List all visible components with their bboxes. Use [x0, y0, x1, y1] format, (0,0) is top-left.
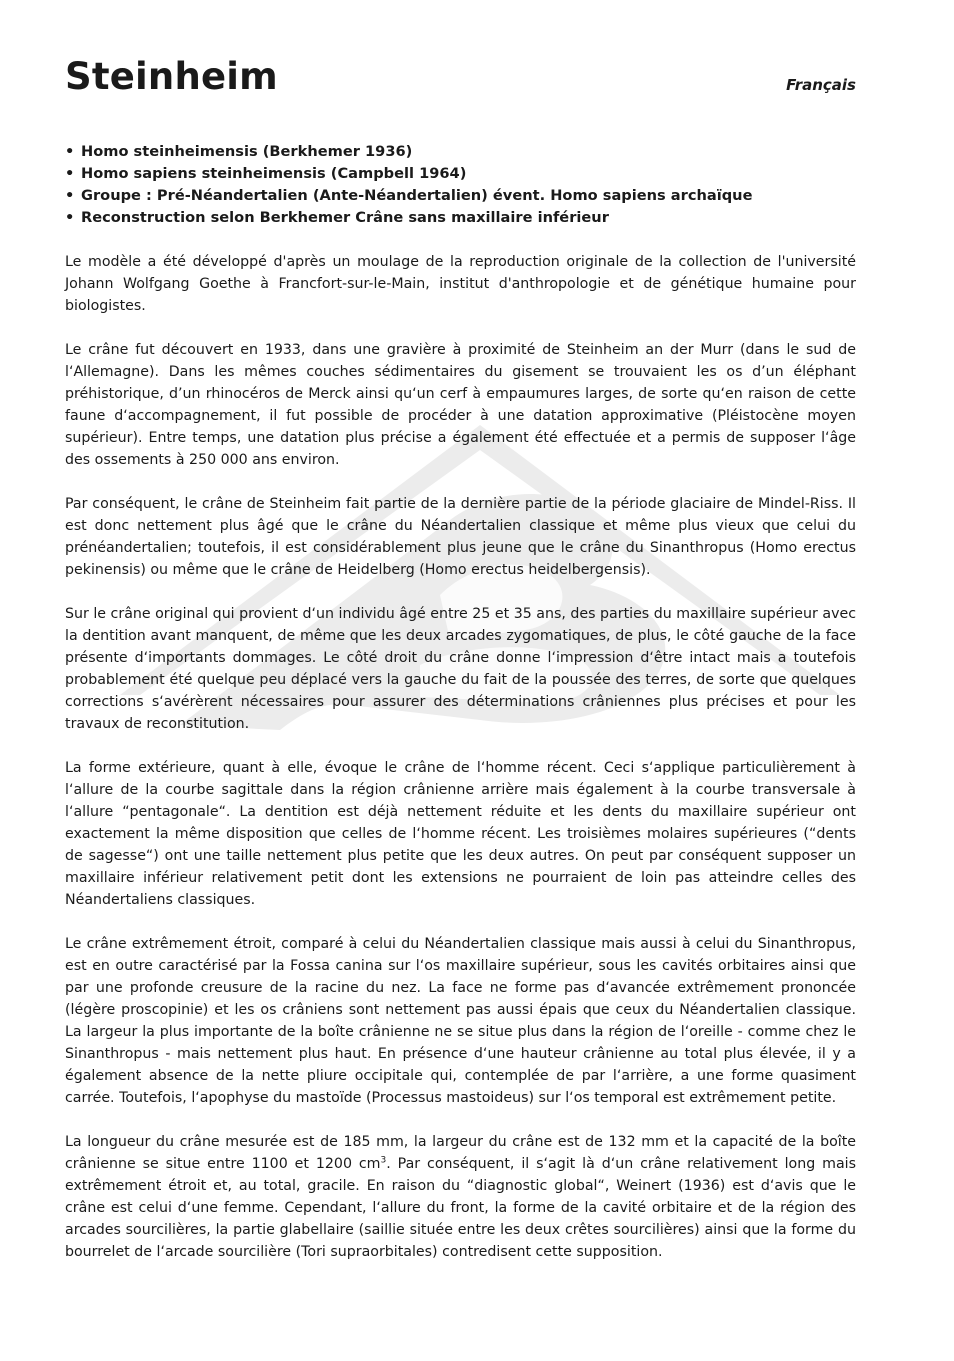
fact-text: Groupe : Pré-Néandertalien (Ante-Néandertalien) évent. Homo sapiens archaïque	[81, 187, 753, 204]
paragraph-provenance: Le modèle a été développé d'après un moulage de la reproduction originale de la collection de l'université Johann Wolfgang Goethe à Francfort-sur-le-Main, institut d'anthropologie et de génétique humaine pour biologistes.	[65, 254, 856, 314]
paragraph-shape: La forme extérieure, quant à elle, évoque le crâne de l‘homme récent. Ceci s‘applique particulièrement à l‘allure de la courbe sagittale dans la région crânienne arrière mais également à la courbe transversale à l‘allure “pentagonale“. La dentition est déjà nettement réduite et les dents du maxillaire supérieur ont exactement la même disposition que celles de l‘homme récent. Les troisièmes molaires supérieures (“dents de sagesse“) ont une taille nettement plus petite que les deux autres. On peut par conséquent supposer un maxillaire inférieur relativement petit dont les extensions ne pourraient de loin pas atteindre celles des Néandertaliens classiques.	[65, 760, 856, 908]
paragraph-features: Le crâne extrêmement étroit, comparé à celui du Néandertalien classique mais aussi à celui du Sinanthropus, est en outre caractérisé par la Fossa canina sur l‘os maxillaire supérieur, sous les cavités orbitaires ainsi que par une profonde creusure de la racine du nez. La face ne forme pas d‘avancée extrêmement prononcée (légère proscopinie) et les os crâniens sont nettement pas aussi épais que ceux du Néandertalien classique. La largeur la plus importante de la boîte crânienne ne se situe plus dans la région de l‘oreille - comme chez le Sinanthropus - mais nettement plus haut. En présence d‘une hauteur crânienne au total plus élevée, il y a également absence de la nette pliure occipitale qui, contemplée de par l‘arrière, a une forme quasiment carrée. Toutefois, l‘apophyse du mastoïde (Processus mastoideus) sur l‘os temporal est extrêmement petite.	[65, 936, 856, 1106]
paragraph-dating: Par conséquent, le crâne de Steinheim fait partie de la dernière partie de la période glaciaire de Mindel-Riss. Il est donc nettement plus âgé que le crâne du Néandertalien classique et même plus vieux que celui du prénéandertalien; toutefois, il est considérablement plus jeune que le crâne du Sinanthropus (Homo erectus pekinensis) ou même que le crâne de Heidelberg (Homo erectus heidelbergensis).	[65, 496, 856, 578]
facts-list	[65, 141, 856, 229]
bullet-icon: •	[65, 165, 75, 182]
paragraph-condition: Sur le crâne original qui provient d‘un individu âgé entre 25 et 35 ans, des parties du maxillaire supérieur avec la dentition avant manquent, de même que les deux arcades zygomatiques, de plus, le côté gauche de la face présente d‘importants dommages. Le côté droit du crâne donne l‘impression d‘être intact mais a toutefois probablement été quelque peu déplacé vers la gauche du fait de la poussée des terres, de sorte que quelques corrections s‘avérèrent nécessaires pour assurer des déterminations crâniennes plus précises et pour les travaux de reconstitution.	[65, 606, 856, 732]
fact-text: Reconstruction selon Berkhemer Crâne sans maxillaire inférieur	[81, 209, 609, 226]
paragraph-discovery: Le crâne fut découvert en 1933, dans une gravière à proximité de Steinheim an der Murr (dans le sud de l‘Allemagne). Dans les mêmes couches sédimentaires du gisement se trouvaient les os d’un éléphant préhistorique, d’un rhinocéros de Merck ainsi qu‘un cerf à empaumures larges, de sorte qu‘en raison de cette faune d‘accompagnement, il fut possible de procéder à une datation approximative (Pléistocène moyen supérieur). Entre temps, une datation plus précise a également été effectuée et a permis de supposer l‘âge des ossements à 250 000 ans environ.	[65, 342, 856, 468]
fact-text: Homo sapiens steinheimensis (Campbell 1964)	[81, 165, 467, 182]
measurements-text-continued: . Par conséquent, il s‘agit là d‘un crâne relativement long mais extrêmement étroit et, au total, gracile. En raison du “diagnostic global“, Weinert (1936) est d‘avis que le crâne est celui d‘une femme. Cependant, l‘allure du front, la forme de la cavité orbitaire et de la région des arcades sourcilières, la partie glabellaire (saillie située entre les deux crêtes sourcilières) ainsi que la forme du bourrelet de l‘arcade sourcilière (Tori supraorbitales) contredisent cette supposition.	[65, 1156, 856, 1260]
language-label: Français	[786, 76, 856, 94]
bullet-icon: •	[65, 143, 75, 160]
fact-item	[65, 185, 856, 207]
paragraph-measurements	[65, 1131, 856, 1263]
document-body	[65, 251, 856, 1285]
fact-item	[65, 207, 856, 229]
bullet-icon: •	[65, 187, 75, 204]
fact-item	[65, 163, 856, 185]
cubic-superscript: 3	[380, 1155, 387, 1166]
bullet-icon: •	[65, 209, 75, 226]
document-title: Steinheim	[65, 55, 278, 98]
fact-text: Homo steinheimensis (Berkhemer 1936)	[81, 143, 413, 160]
fact-item	[65, 141, 856, 163]
measurements-text: La longueur du crâne mesurée est de 185 mm, la largeur du crâne est de 132 mm et la capacité de la boîte crânienne se situe entre 1100 et 1200 cm	[65, 1134, 856, 1172]
